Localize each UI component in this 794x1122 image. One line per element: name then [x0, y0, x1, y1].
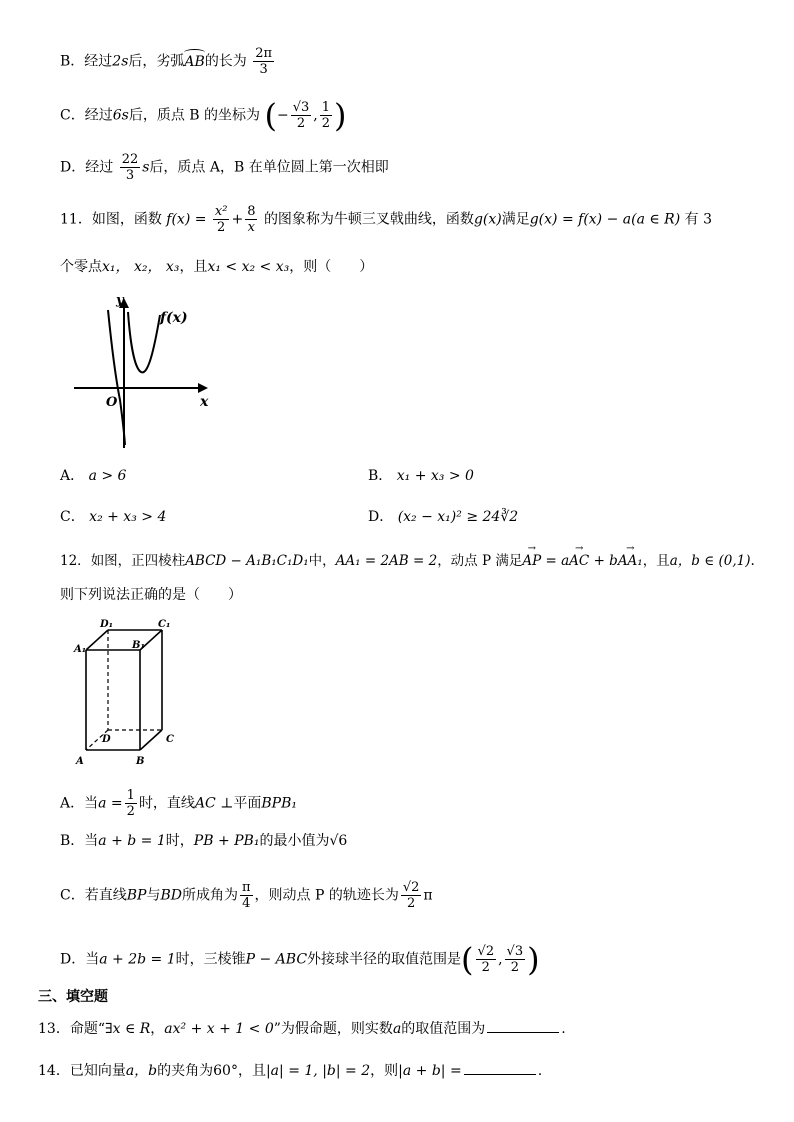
option-expr: (x₂ − x₁)² ≥ 24∛2 [397, 509, 519, 525]
text: ，且 [237, 1063, 266, 1079]
fraction [476, 944, 497, 975]
pi: π [423, 887, 433, 904]
inequality: ax² + x + 1 < 0 [164, 1021, 274, 1037]
text: 平面 [233, 795, 262, 812]
variable-a: a [392, 1021, 402, 1037]
expression: PB + PB₁ [193, 833, 260, 849]
numerator: 1 [126, 788, 135, 803]
fraction [245, 204, 257, 235]
label-b: B [136, 756, 145, 767]
y-label: y [116, 293, 124, 308]
period: . [537, 1063, 543, 1079]
line-bd: BD [160, 887, 182, 904]
text: ”为假命题，则实数 [273, 1021, 393, 1037]
magnitudes: |a| = 1, |b| = 2 [265, 1063, 371, 1079]
option-label: D． [60, 159, 86, 176]
newton-trident-graph [68, 290, 218, 452]
fraction [125, 788, 137, 819]
option-label: A． [60, 468, 85, 484]
coef-b: + b [593, 553, 618, 569]
label-c1: C₁ [158, 619, 171, 630]
text: 经过 [85, 159, 114, 176]
text: 如图，函数 [91, 211, 162, 228]
equals: = [545, 553, 557, 569]
text: 的图象称为牛顿三叉戟曲线，函数 [263, 211, 474, 228]
numerator: √3 [292, 100, 310, 115]
text: ，动点 P 满足 [437, 553, 523, 569]
edge-bc [140, 730, 162, 750]
text: ，则 [370, 1063, 399, 1079]
proposition: ∃x ∈ R [105, 1021, 151, 1037]
a-equals: a = [98, 795, 123, 812]
denominator: 2 [217, 220, 226, 235]
option-label: B． [60, 53, 85, 70]
line-ac: AC ⊥ [194, 795, 234, 812]
paren-left: ( [461, 940, 474, 979]
denominator: 2 [321, 116, 330, 131]
function-g: g(x) [473, 211, 502, 228]
fraction [320, 100, 332, 131]
arc-ab: AB [184, 53, 205, 70]
text: 的最小值为 [259, 833, 330, 849]
question-number: 12． [60, 553, 91, 569]
text: ， [150, 1021, 165, 1037]
q12-option-c [60, 880, 433, 911]
denominator: 2 [126, 804, 135, 819]
text: 时， [165, 833, 194, 849]
x-label: x [200, 394, 209, 410]
option-label: D． [60, 951, 86, 968]
text: 个零点 [60, 259, 102, 275]
period: . [561, 1021, 566, 1037]
q11-option-a [60, 467, 126, 485]
unit: s [142, 159, 150, 176]
option-label: B． [60, 833, 85, 849]
label-d: D [102, 734, 111, 745]
question-number: 11． [60, 211, 92, 228]
denominator: x [247, 220, 256, 235]
fraction [240, 880, 253, 911]
numerator: 22 [121, 152, 139, 167]
q10-option-b [60, 46, 276, 77]
option-label: C． [60, 509, 85, 525]
numerator: 1 [321, 100, 330, 115]
question-number: 14． [38, 1063, 70, 1079]
denominator: 3 [259, 62, 268, 77]
prism-name: ABCD − A₁B₁C₁D₁ [185, 553, 309, 569]
text: 当 [84, 795, 99, 812]
edge-d1a1 [86, 630, 108, 650]
unit: s [121, 53, 129, 70]
label-c: C [166, 734, 174, 745]
pyramid: P − ABC [245, 951, 308, 968]
curve-right-branch [128, 312, 160, 372]
minus-sign: − [276, 107, 289, 124]
paren-left: ( [264, 96, 277, 135]
fraction [505, 944, 526, 975]
option-label: B． [368, 468, 393, 484]
q12-option-d: D．当a + 2b = 1时，三棱锥P − ABC外接球半径的取值范围是( $\frac{√2}{2}$ , $\frac{√3}{2}$ ) [60, 940, 540, 979]
expression: |a + b| = [398, 1063, 462, 1079]
vector-ac: → AC [569, 552, 589, 570]
option-label: A． [60, 795, 85, 812]
text: 的取值范围为 [401, 1021, 486, 1037]
q10-option-d [60, 152, 389, 183]
q12-option-a [60, 788, 297, 819]
fraction [213, 204, 230, 235]
q11-option-b [368, 467, 474, 485]
answer-blank[interactable] [464, 1060, 536, 1075]
text: 满足 [501, 211, 530, 228]
period: . [750, 553, 755, 569]
number: 2 [112, 53, 122, 70]
curve-left-branch [108, 310, 125, 445]
text: 若直线 [84, 887, 127, 904]
q11-option-d [368, 508, 518, 526]
text: 中， [308, 553, 336, 569]
coef-a: a [561, 553, 570, 569]
label-d1: D₁ [100, 619, 114, 630]
numerator: x² [214, 204, 228, 219]
paren-right: ) [334, 96, 347, 135]
vector-aa1: → AA₁ [618, 552, 643, 570]
plus: + [231, 211, 244, 228]
q14 [38, 1060, 542, 1080]
option-expr: a > 6 [88, 468, 127, 484]
q13 [38, 1018, 566, 1038]
vectors: a，b [125, 1063, 158, 1079]
text: 有 3 [684, 211, 712, 228]
text: 所成角为 [181, 887, 238, 904]
text: 则下列说法正确的是（ ） [60, 587, 242, 603]
condition: a + 2b = 1 [99, 951, 176, 968]
option-expr: x₁ + x₃ > 0 [396, 468, 474, 484]
question-number: 13． [38, 1021, 70, 1037]
text: 命题“ [69, 1021, 105, 1037]
text: 的夹角为 [157, 1063, 214, 1079]
denominator: 2 [481, 960, 490, 975]
q12-stem-line1 [60, 552, 755, 570]
denominator: 3 [125, 168, 135, 183]
plane-bpb1: BPB₁ [261, 795, 297, 812]
numerator: √2 [477, 944, 495, 959]
text: ，且 [642, 553, 670, 569]
text: 时，三棱锥 [175, 951, 246, 968]
numerator: 2π [255, 46, 273, 61]
condition: AA₁ = 2AB = 2 [335, 553, 438, 569]
text: 后，质点 A，B 在单位圆上第一次相即 [149, 159, 389, 176]
option-label: C． [60, 107, 85, 124]
option-expr: x₂ + x₃ > 4 [89, 509, 167, 525]
text: 经过 [84, 107, 113, 124]
fraction [120, 152, 141, 183]
denominator: 2 [510, 960, 519, 975]
fraction [291, 100, 312, 131]
fraction [401, 880, 422, 911]
answer-blank[interactable] [487, 1018, 559, 1033]
text: 与 [146, 887, 161, 904]
option-label: D． [368, 509, 394, 525]
zero-order: x₁ < x₂ < x₃ [207, 259, 290, 275]
label-a: A [76, 756, 84, 767]
option-label: C． [60, 887, 85, 904]
ab-range: a，b ∈ (0,1) [669, 553, 751, 569]
text: 时，直线 [138, 795, 195, 812]
q10-option-c: C．经过6s后，质点 B 的坐标为 (− $\frac{√3}{2}$ , $\frac{1}{2}$ ) [60, 96, 347, 135]
denominator: 2 [296, 116, 306, 131]
x-axis-arrow [198, 383, 208, 393]
denominator: 4 [242, 896, 251, 911]
fraction [253, 46, 274, 77]
text: 经过 [84, 53, 113, 70]
text: 后，劣弧 [128, 53, 185, 70]
origin-label: O [106, 395, 118, 410]
number: 6 [112, 107, 122, 124]
text: 当 [84, 833, 99, 849]
q12-option-b [60, 832, 347, 850]
text: 如图，正四棱柱 [90, 553, 186, 569]
q11-option-c [60, 508, 166, 526]
unit: s [121, 107, 129, 124]
q11-stem-line1 [60, 204, 712, 235]
function-f: f(x) = [166, 211, 207, 228]
q12-stem-line2 [60, 586, 242, 604]
text: 已知向量 [69, 1063, 126, 1079]
zeros: x₁， x₂， x₃ [102, 259, 180, 275]
text: ，则（ ） [289, 259, 374, 275]
angle: 60° [213, 1063, 238, 1079]
text: 的长为 [204, 53, 247, 70]
numerator: √2 [402, 880, 420, 895]
section-title: 三、填空题 [38, 989, 108, 1005]
prism-figure [70, 618, 190, 768]
paren-right: ) [527, 940, 540, 979]
text: 后，质点 B 的坐标为 [128, 107, 261, 124]
numerator: 8 [247, 204, 256, 219]
text: 当 [85, 951, 100, 968]
f-label: f(x) [160, 310, 188, 326]
g-definition: g(x) = f(x) − a(a ∈ R) [529, 211, 681, 228]
label-b1: B₁ [132, 640, 145, 651]
text: 外接球半径的取值范围是 [307, 951, 462, 968]
label-a1: A₁ [74, 644, 87, 655]
vector-ap: → AP [522, 552, 541, 570]
condition: a + b = 1 [98, 833, 166, 849]
line-bp: BP [126, 887, 147, 904]
value: √6 [329, 833, 348, 849]
denominator: 2 [406, 896, 416, 911]
numerator: π [241, 880, 251, 895]
numerator: √3 [506, 944, 524, 959]
text: ，则动点 P 的轨迹长为 [254, 887, 399, 904]
q11-stem-line2 [60, 258, 373, 276]
text: ，且 [179, 259, 208, 275]
